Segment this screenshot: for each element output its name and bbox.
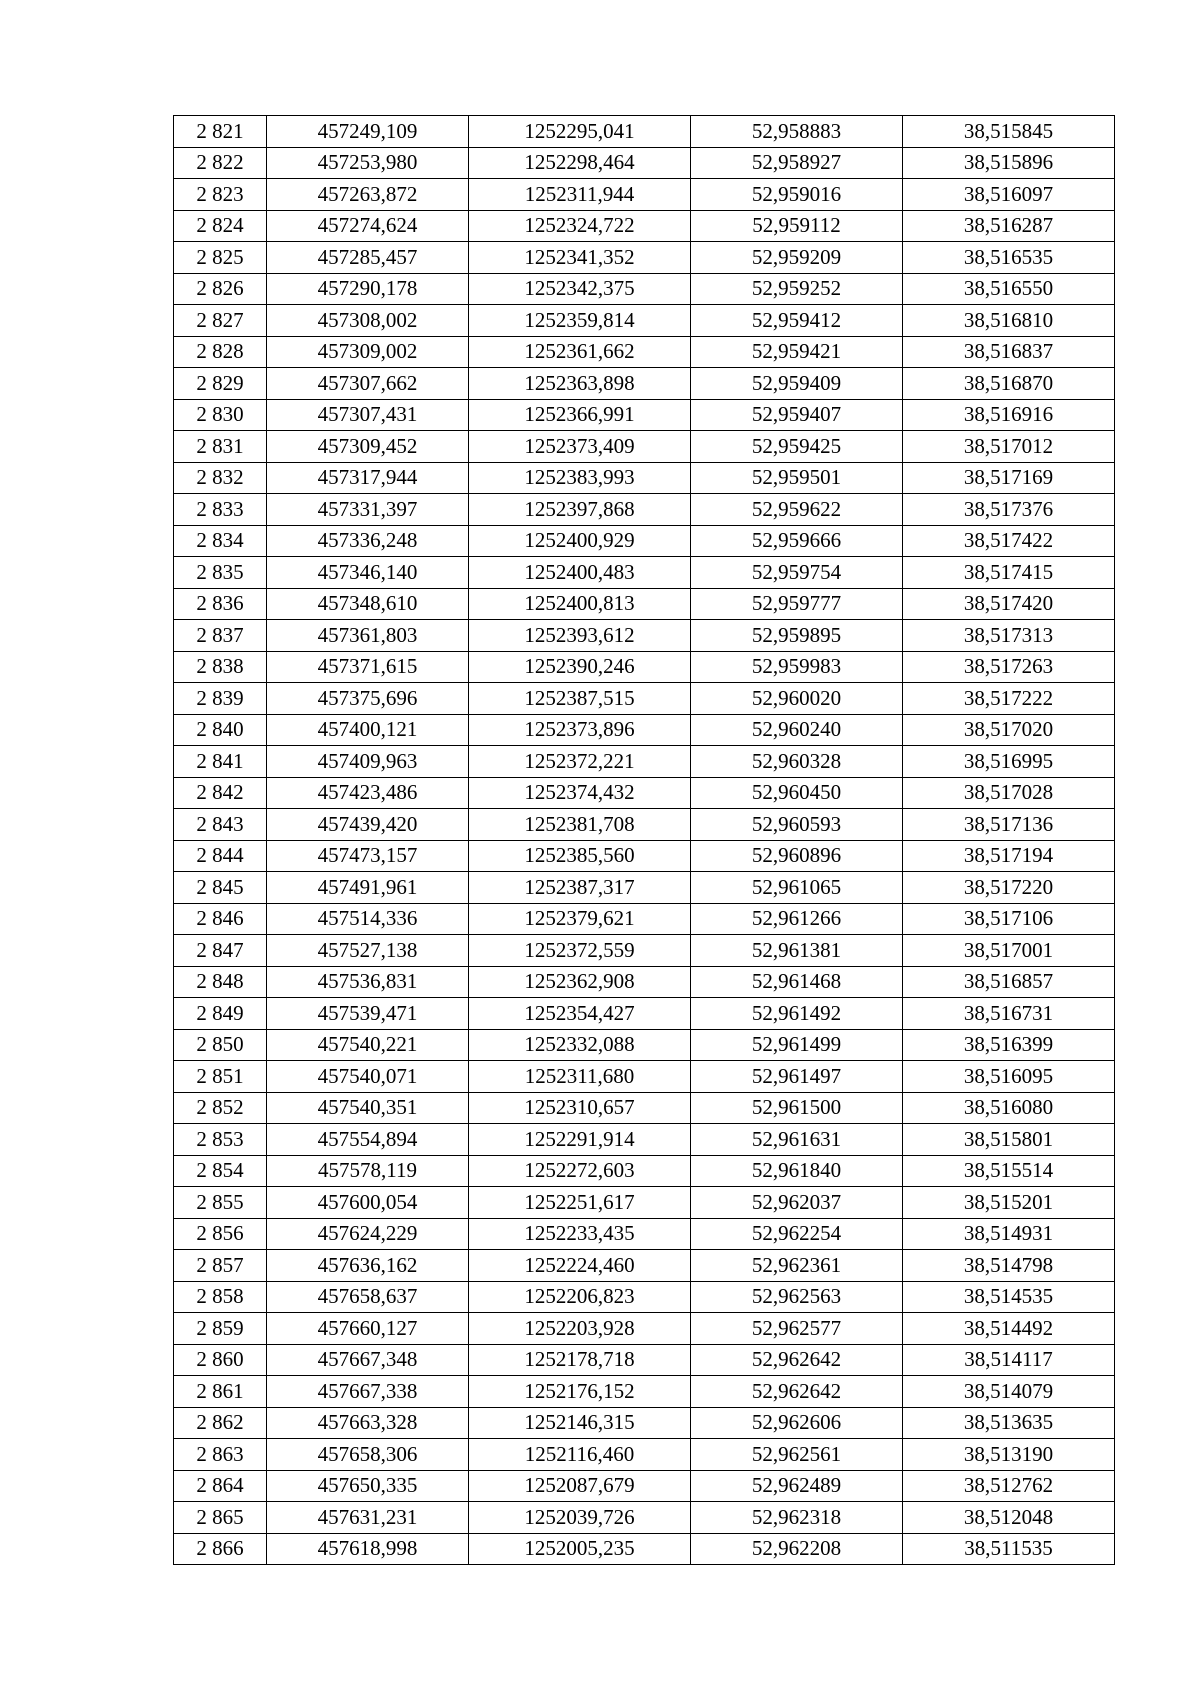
table-row xyxy=(174,840,1115,872)
longitude-cell: 38,517376 xyxy=(903,494,1115,526)
latitude-cell: 52,961631 xyxy=(691,1124,903,1156)
point-number-cell: 2 835 xyxy=(174,557,267,589)
longitude-cell: 38,515514 xyxy=(903,1155,1115,1187)
y-coordinate-cell: 1252359,814 xyxy=(469,305,691,337)
point-number-cell: 2 844 xyxy=(174,840,267,872)
longitude-cell: 38,514117 xyxy=(903,1344,1115,1376)
point-number-cell: 2 855 xyxy=(174,1187,267,1219)
longitude-cell: 38,517222 xyxy=(903,683,1115,715)
x-coordinate-cell: 457423,486 xyxy=(267,777,469,809)
y-coordinate-cell: 1252224,460 xyxy=(469,1250,691,1282)
table-row xyxy=(174,1218,1115,1250)
longitude-cell: 38,517169 xyxy=(903,462,1115,494)
point-number-cell: 2 833 xyxy=(174,494,267,526)
x-coordinate-cell: 457336,248 xyxy=(267,525,469,557)
longitude-cell: 38,516080 xyxy=(903,1092,1115,1124)
point-number-cell: 2 839 xyxy=(174,683,267,715)
y-coordinate-cell: 1252361,662 xyxy=(469,336,691,368)
x-coordinate-cell: 457539,471 xyxy=(267,998,469,1030)
point-number-cell: 2 834 xyxy=(174,525,267,557)
x-coordinate-cell: 457540,351 xyxy=(267,1092,469,1124)
point-number-cell: 2 823 xyxy=(174,179,267,211)
longitude-cell: 38,517415 xyxy=(903,557,1115,589)
x-coordinate-cell: 457348,610 xyxy=(267,588,469,620)
y-coordinate-cell: 1252203,928 xyxy=(469,1313,691,1345)
point-number-cell: 2 837 xyxy=(174,620,267,652)
y-coordinate-cell: 1252372,559 xyxy=(469,935,691,967)
x-coordinate-cell: 457624,229 xyxy=(267,1218,469,1250)
latitude-cell: 52,960593 xyxy=(691,809,903,841)
table-row xyxy=(174,557,1115,589)
table-row xyxy=(174,966,1115,998)
longitude-cell: 38,517028 xyxy=(903,777,1115,809)
point-number-cell: 2 861 xyxy=(174,1376,267,1408)
x-coordinate-cell: 457361,803 xyxy=(267,620,469,652)
point-number-cell: 2 829 xyxy=(174,368,267,400)
x-coordinate-cell: 457667,338 xyxy=(267,1376,469,1408)
table-row xyxy=(174,1376,1115,1408)
x-coordinate-cell: 457554,894 xyxy=(267,1124,469,1156)
longitude-cell: 38,514798 xyxy=(903,1250,1115,1282)
table-row xyxy=(174,210,1115,242)
table-row xyxy=(174,1439,1115,1471)
y-coordinate-cell: 1252354,427 xyxy=(469,998,691,1030)
x-coordinate-cell: 457274,624 xyxy=(267,210,469,242)
longitude-cell: 38,516550 xyxy=(903,273,1115,305)
latitude-cell: 52,962361 xyxy=(691,1250,903,1282)
latitude-cell: 52,961065 xyxy=(691,872,903,904)
x-coordinate-cell: 457631,231 xyxy=(267,1502,469,1534)
x-coordinate-cell: 457346,140 xyxy=(267,557,469,589)
point-number-cell: 2 842 xyxy=(174,777,267,809)
table-row xyxy=(174,998,1115,1030)
point-number-cell: 2 853 xyxy=(174,1124,267,1156)
longitude-cell: 38,512762 xyxy=(903,1470,1115,1502)
table-row xyxy=(174,872,1115,904)
y-coordinate-cell: 1252379,621 xyxy=(469,903,691,935)
point-number-cell: 2 826 xyxy=(174,273,267,305)
x-coordinate-cell: 457658,306 xyxy=(267,1439,469,1471)
point-number-cell: 2 865 xyxy=(174,1502,267,1534)
latitude-cell: 52,959777 xyxy=(691,588,903,620)
x-coordinate-cell: 457307,431 xyxy=(267,399,469,431)
table-row xyxy=(174,336,1115,368)
table-row xyxy=(174,1407,1115,1439)
x-coordinate-cell: 457439,420 xyxy=(267,809,469,841)
x-coordinate-cell: 457578,119 xyxy=(267,1155,469,1187)
y-coordinate-cell: 1252332,088 xyxy=(469,1029,691,1061)
x-coordinate-cell: 457491,961 xyxy=(267,872,469,904)
table-row xyxy=(174,242,1115,274)
longitude-cell: 38,516731 xyxy=(903,998,1115,1030)
longitude-cell: 38,517136 xyxy=(903,809,1115,841)
y-coordinate-cell: 1252387,317 xyxy=(469,872,691,904)
point-number-cell: 2 847 xyxy=(174,935,267,967)
longitude-cell: 38,515201 xyxy=(903,1187,1115,1219)
y-coordinate-cell: 1252005,235 xyxy=(469,1533,691,1565)
table-row xyxy=(174,1344,1115,1376)
y-coordinate-cell: 1252393,612 xyxy=(469,620,691,652)
latitude-cell: 52,962563 xyxy=(691,1281,903,1313)
latitude-cell: 52,961468 xyxy=(691,966,903,998)
table-row xyxy=(174,525,1115,557)
point-number-cell: 2 825 xyxy=(174,242,267,274)
x-coordinate-cell: 457308,002 xyxy=(267,305,469,337)
x-coordinate-cell: 457536,831 xyxy=(267,966,469,998)
table-row xyxy=(174,116,1115,148)
y-coordinate-cell: 1252366,991 xyxy=(469,399,691,431)
longitude-cell: 38,514535 xyxy=(903,1281,1115,1313)
latitude-cell: 52,962577 xyxy=(691,1313,903,1345)
longitude-cell: 38,517420 xyxy=(903,588,1115,620)
x-coordinate-cell: 457375,696 xyxy=(267,683,469,715)
x-coordinate-cell: 457514,336 xyxy=(267,903,469,935)
latitude-cell: 52,962606 xyxy=(691,1407,903,1439)
point-number-cell: 2 827 xyxy=(174,305,267,337)
longitude-cell: 38,514079 xyxy=(903,1376,1115,1408)
latitude-cell: 52,959622 xyxy=(691,494,903,526)
y-coordinate-cell: 1252374,432 xyxy=(469,777,691,809)
latitude-cell: 52,959209 xyxy=(691,242,903,274)
table-row xyxy=(174,746,1115,778)
y-coordinate-cell: 1252251,617 xyxy=(469,1187,691,1219)
x-coordinate-cell: 457290,178 xyxy=(267,273,469,305)
point-number-cell: 2 831 xyxy=(174,431,267,463)
point-number-cell: 2 858 xyxy=(174,1281,267,1313)
latitude-cell: 52,960240 xyxy=(691,714,903,746)
longitude-cell: 38,516995 xyxy=(903,746,1115,778)
longitude-cell: 38,513190 xyxy=(903,1439,1115,1471)
point-number-cell: 2 821 xyxy=(174,116,267,148)
longitude-cell: 38,516095 xyxy=(903,1061,1115,1093)
y-coordinate-cell: 1252311,680 xyxy=(469,1061,691,1093)
longitude-cell: 38,514931 xyxy=(903,1218,1115,1250)
y-coordinate-cell: 1252387,515 xyxy=(469,683,691,715)
y-coordinate-cell: 1252116,460 xyxy=(469,1439,691,1471)
table-row xyxy=(174,1092,1115,1124)
point-number-cell: 2 846 xyxy=(174,903,267,935)
table-row xyxy=(174,273,1115,305)
latitude-cell: 52,958883 xyxy=(691,116,903,148)
point-number-cell: 2 845 xyxy=(174,872,267,904)
x-coordinate-cell: 457371,615 xyxy=(267,651,469,683)
latitude-cell: 52,959412 xyxy=(691,305,903,337)
x-coordinate-cell: 457527,138 xyxy=(267,935,469,967)
longitude-cell: 38,513635 xyxy=(903,1407,1115,1439)
x-coordinate-cell: 457317,944 xyxy=(267,462,469,494)
longitude-cell: 38,517194 xyxy=(903,840,1115,872)
y-coordinate-cell: 1252381,708 xyxy=(469,809,691,841)
longitude-cell: 38,516399 xyxy=(903,1029,1115,1061)
longitude-cell: 38,516837 xyxy=(903,336,1115,368)
longitude-cell: 38,517313 xyxy=(903,620,1115,652)
y-coordinate-cell: 1252310,657 xyxy=(469,1092,691,1124)
point-number-cell: 2 838 xyxy=(174,651,267,683)
table-row xyxy=(174,305,1115,337)
longitude-cell: 38,515801 xyxy=(903,1124,1115,1156)
point-number-cell: 2 824 xyxy=(174,210,267,242)
latitude-cell: 52,962254 xyxy=(691,1218,903,1250)
point-number-cell: 2 843 xyxy=(174,809,267,841)
point-number-cell: 2 851 xyxy=(174,1061,267,1093)
latitude-cell: 52,961266 xyxy=(691,903,903,935)
latitude-cell: 52,960020 xyxy=(691,683,903,715)
table-row xyxy=(174,935,1115,967)
longitude-cell: 38,517422 xyxy=(903,525,1115,557)
y-coordinate-cell: 1252373,896 xyxy=(469,714,691,746)
table-row xyxy=(174,1061,1115,1093)
table-row xyxy=(174,1313,1115,1345)
table-row xyxy=(174,777,1115,809)
latitude-cell: 52,959666 xyxy=(691,525,903,557)
longitude-cell: 38,516810 xyxy=(903,305,1115,337)
y-coordinate-cell: 1252342,375 xyxy=(469,273,691,305)
y-coordinate-cell: 1252311,944 xyxy=(469,179,691,211)
latitude-cell: 52,962037 xyxy=(691,1187,903,1219)
table-row xyxy=(174,714,1115,746)
latitude-cell: 52,962642 xyxy=(691,1376,903,1408)
x-coordinate-cell: 457400,121 xyxy=(267,714,469,746)
latitude-cell: 52,959501 xyxy=(691,462,903,494)
table-row xyxy=(174,1250,1115,1282)
latitude-cell: 52,960328 xyxy=(691,746,903,778)
y-coordinate-cell: 1252146,315 xyxy=(469,1407,691,1439)
longitude-cell: 38,516535 xyxy=(903,242,1115,274)
x-coordinate-cell: 457331,397 xyxy=(267,494,469,526)
y-coordinate-cell: 1252039,726 xyxy=(469,1502,691,1534)
table-row xyxy=(174,179,1115,211)
point-number-cell: 2 852 xyxy=(174,1092,267,1124)
x-coordinate-cell: 457540,221 xyxy=(267,1029,469,1061)
y-coordinate-cell: 1252233,435 xyxy=(469,1218,691,1250)
x-coordinate-cell: 457285,457 xyxy=(267,242,469,274)
x-coordinate-cell: 457636,162 xyxy=(267,1250,469,1282)
point-number-cell: 2 841 xyxy=(174,746,267,778)
latitude-cell: 52,961492 xyxy=(691,998,903,1030)
longitude-cell: 38,512048 xyxy=(903,1502,1115,1534)
point-number-cell: 2 840 xyxy=(174,714,267,746)
point-number-cell: 2 849 xyxy=(174,998,267,1030)
x-coordinate-cell: 457253,980 xyxy=(267,147,469,179)
y-coordinate-cell: 1252176,152 xyxy=(469,1376,691,1408)
table-row xyxy=(174,1187,1115,1219)
coordinates-table-body xyxy=(174,116,1115,1565)
latitude-cell: 52,959754 xyxy=(691,557,903,589)
table-row xyxy=(174,651,1115,683)
latitude-cell: 52,962489 xyxy=(691,1470,903,1502)
point-number-cell: 2 832 xyxy=(174,462,267,494)
coordinates-table xyxy=(173,115,1115,1565)
latitude-cell: 52,959409 xyxy=(691,368,903,400)
y-coordinate-cell: 1252087,679 xyxy=(469,1470,691,1502)
point-number-cell: 2 863 xyxy=(174,1439,267,1471)
point-number-cell: 2 828 xyxy=(174,336,267,368)
y-coordinate-cell: 1252363,898 xyxy=(469,368,691,400)
y-coordinate-cell: 1252385,560 xyxy=(469,840,691,872)
table-row xyxy=(174,809,1115,841)
table-row xyxy=(174,1124,1115,1156)
y-coordinate-cell: 1252362,908 xyxy=(469,966,691,998)
table-row xyxy=(174,1155,1115,1187)
longitude-cell: 38,516287 xyxy=(903,210,1115,242)
y-coordinate-cell: 1252373,409 xyxy=(469,431,691,463)
longitude-cell: 38,516857 xyxy=(903,966,1115,998)
y-coordinate-cell: 1252372,221 xyxy=(469,746,691,778)
longitude-cell: 38,516870 xyxy=(903,368,1115,400)
point-number-cell: 2 836 xyxy=(174,588,267,620)
y-coordinate-cell: 1252298,464 xyxy=(469,147,691,179)
point-number-cell: 2 864 xyxy=(174,1470,267,1502)
table-row xyxy=(174,683,1115,715)
point-number-cell: 2 860 xyxy=(174,1344,267,1376)
latitude-cell: 52,962561 xyxy=(691,1439,903,1471)
x-coordinate-cell: 457540,071 xyxy=(267,1061,469,1093)
table-row xyxy=(174,1502,1115,1534)
y-coordinate-cell: 1252400,813 xyxy=(469,588,691,620)
x-coordinate-cell: 457409,963 xyxy=(267,746,469,778)
x-coordinate-cell: 457660,127 xyxy=(267,1313,469,1345)
x-coordinate-cell: 457663,328 xyxy=(267,1407,469,1439)
longitude-cell: 38,517263 xyxy=(903,651,1115,683)
y-coordinate-cell: 1252400,929 xyxy=(469,525,691,557)
table-row xyxy=(174,368,1115,400)
longitude-cell: 38,517001 xyxy=(903,935,1115,967)
x-coordinate-cell: 457618,998 xyxy=(267,1533,469,1565)
point-number-cell: 2 830 xyxy=(174,399,267,431)
latitude-cell: 52,961500 xyxy=(691,1092,903,1124)
table-row xyxy=(174,620,1115,652)
x-coordinate-cell: 457309,452 xyxy=(267,431,469,463)
x-coordinate-cell: 457263,872 xyxy=(267,179,469,211)
point-number-cell: 2 862 xyxy=(174,1407,267,1439)
latitude-cell: 52,958927 xyxy=(691,147,903,179)
y-coordinate-cell: 1252390,246 xyxy=(469,651,691,683)
table-row xyxy=(174,462,1115,494)
longitude-cell: 38,516097 xyxy=(903,179,1115,211)
latitude-cell: 52,962208 xyxy=(691,1533,903,1565)
x-coordinate-cell: 457307,662 xyxy=(267,368,469,400)
latitude-cell: 52,960450 xyxy=(691,777,903,809)
x-coordinate-cell: 457650,335 xyxy=(267,1470,469,1502)
latitude-cell: 52,959112 xyxy=(691,210,903,242)
latitude-cell: 52,959983 xyxy=(691,651,903,683)
y-coordinate-cell: 1252400,483 xyxy=(469,557,691,589)
latitude-cell: 52,959425 xyxy=(691,431,903,463)
y-coordinate-cell: 1252397,868 xyxy=(469,494,691,526)
y-coordinate-cell: 1252324,722 xyxy=(469,210,691,242)
table-row xyxy=(174,1470,1115,1502)
latitude-cell: 52,961840 xyxy=(691,1155,903,1187)
longitude-cell: 38,517012 xyxy=(903,431,1115,463)
x-coordinate-cell: 457667,348 xyxy=(267,1344,469,1376)
point-number-cell: 2 856 xyxy=(174,1218,267,1250)
latitude-cell: 52,959016 xyxy=(691,179,903,211)
latitude-cell: 52,962318 xyxy=(691,1502,903,1534)
point-number-cell: 2 848 xyxy=(174,966,267,998)
y-coordinate-cell: 1252272,603 xyxy=(469,1155,691,1187)
latitude-cell: 52,961499 xyxy=(691,1029,903,1061)
x-coordinate-cell: 457249,109 xyxy=(267,116,469,148)
latitude-cell: 52,959407 xyxy=(691,399,903,431)
longitude-cell: 38,516916 xyxy=(903,399,1115,431)
latitude-cell: 52,961381 xyxy=(691,935,903,967)
point-number-cell: 2 822 xyxy=(174,147,267,179)
longitude-cell: 38,515845 xyxy=(903,116,1115,148)
table-row xyxy=(174,147,1115,179)
point-number-cell: 2 850 xyxy=(174,1029,267,1061)
latitude-cell: 52,959895 xyxy=(691,620,903,652)
point-number-cell: 2 857 xyxy=(174,1250,267,1282)
table-row xyxy=(174,588,1115,620)
longitude-cell: 38,517020 xyxy=(903,714,1115,746)
longitude-cell: 38,514492 xyxy=(903,1313,1115,1345)
longitude-cell: 38,511535 xyxy=(903,1533,1115,1565)
table-row xyxy=(174,1281,1115,1313)
y-coordinate-cell: 1252206,823 xyxy=(469,1281,691,1313)
x-coordinate-cell: 457600,054 xyxy=(267,1187,469,1219)
y-coordinate-cell: 1252291,914 xyxy=(469,1124,691,1156)
point-number-cell: 2 866 xyxy=(174,1533,267,1565)
latitude-cell: 52,962642 xyxy=(691,1344,903,1376)
table-row xyxy=(174,1029,1115,1061)
longitude-cell: 38,515896 xyxy=(903,147,1115,179)
point-number-cell: 2 859 xyxy=(174,1313,267,1345)
latitude-cell: 52,959421 xyxy=(691,336,903,368)
x-coordinate-cell: 457309,002 xyxy=(267,336,469,368)
y-coordinate-cell: 1252341,352 xyxy=(469,242,691,274)
x-coordinate-cell: 457658,637 xyxy=(267,1281,469,1313)
latitude-cell: 52,960896 xyxy=(691,840,903,872)
latitude-cell: 52,961497 xyxy=(691,1061,903,1093)
y-coordinate-cell: 1252383,993 xyxy=(469,462,691,494)
table-row xyxy=(174,1533,1115,1565)
y-coordinate-cell: 1252178,718 xyxy=(469,1344,691,1376)
x-coordinate-cell: 457473,157 xyxy=(267,840,469,872)
longitude-cell: 38,517220 xyxy=(903,872,1115,904)
point-number-cell: 2 854 xyxy=(174,1155,267,1187)
table-row xyxy=(174,494,1115,526)
latitude-cell: 52,959252 xyxy=(691,273,903,305)
table-row xyxy=(174,399,1115,431)
table-row xyxy=(174,903,1115,935)
longitude-cell: 38,517106 xyxy=(903,903,1115,935)
y-coordinate-cell: 1252295,041 xyxy=(469,116,691,148)
table-row xyxy=(174,431,1115,463)
